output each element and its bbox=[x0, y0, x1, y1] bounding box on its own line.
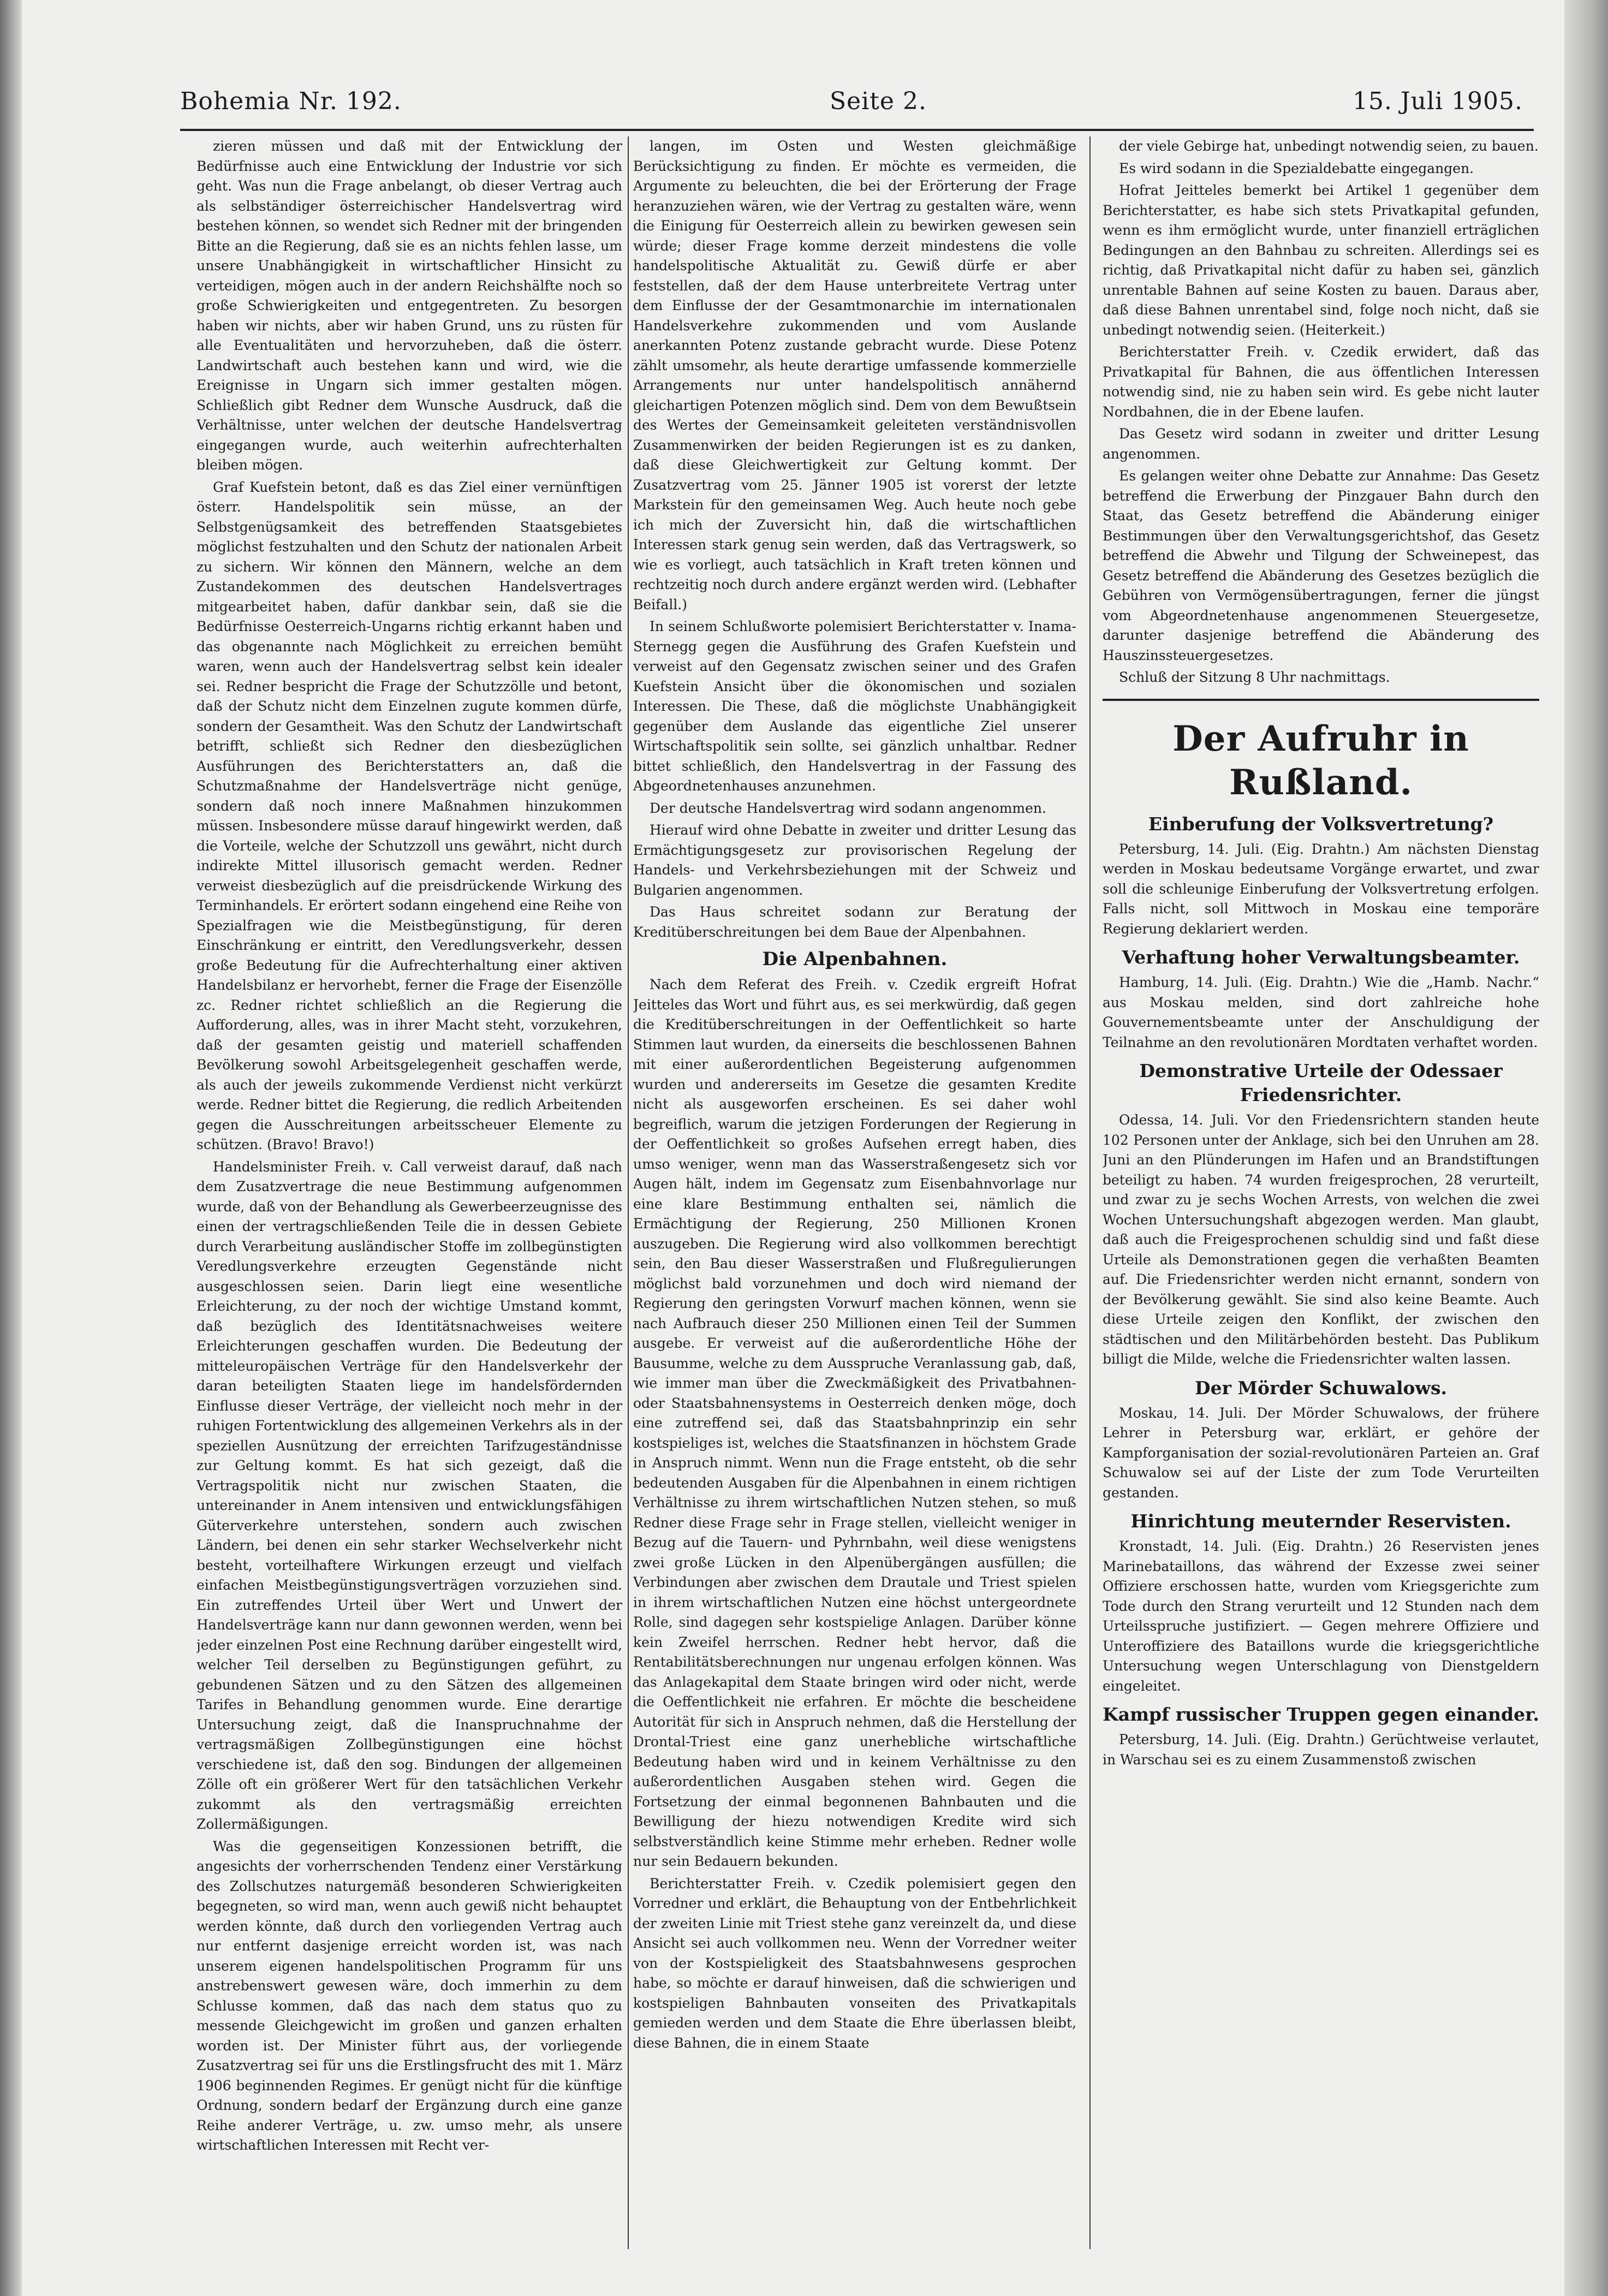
column-1 bbox=[196, 136, 622, 2255]
article-paragraph: zieren müssen und daß mit der Entwicklung der Bedürfnisse auch eine Entwicklung der Industrie vor sich geht. Was nun die Frage anbelangt, ob dieser Vertrag auch als selbständiger österreichischer Handelsvertrag wird bestehen können, so wendet sich Redner mit der bringenden Bitte an die Regierung, daß sie es an nichts fehlen lasse, um unsere Unabhängigkeit in wirtschaftlicher Hinsicht zu verteidigen, mögen auch in der andern Reichshälfte noch so große Schwierigkeiten und entgegentreten. Zu besorgen haben wir nichts, aber wir haben Grund, uns zu rüsten für alle Eventualitäten und hervorzuheben, daß die österr. Landwirtschaft auch bestehen kann und wird, wie die Ereignisse in Ungarn sich immer gestalten mögen. Schließlich gibt Redner dem Wunsche Ausdruck, daß die Verhältnisse, unter welchen der deutsche Handelsvertrag eingegangen wurde, auch weiterhin aufrechterhalten bleiben mögen. bbox=[196, 138, 622, 473]
column-divider bbox=[628, 136, 629, 2249]
subheading: Demonstrative Urteile der Odessaer Friedensrichter. bbox=[1139, 1060, 1503, 1105]
article-paragraph: Schluß der Sitzung 8 Uhr nachmittags. bbox=[1119, 669, 1390, 685]
header-issue: Bohemia Nr. 192. bbox=[180, 87, 402, 115]
article-paragraph: Handelsminister Freih. v. Call verweist darauf, daß nach dem Zusatzvertrage die neue Bestimmung aufgenommen wurde, daß von der Behandlung als Gewerbeerzeugnisse des einen der vertragschließenden Teile die in dessen Gebiete durch Verarbeitung ausländischer Stoffe im zollbegünstigten Veredlungsverkehre erzeugten Gegenstände nicht ausgeschlossen seien. Darin liegt eine wesentliche Erleichterung, zu der noch der wichtige Umstand kommt, daß bezüglich des Identitätsnachweises weitere Erleichterungen geschaffen wurden. Die Bedeutung der mitteleuropäischen Verträge für den Handelsverkehr der daran beteiligten Staaten liege im handelsfördernden Einflusse dieser Verträge, der vielleicht noch mehr in der ruhigen Fortentwicklung des allgemeinen Verkehrs als in der speziellen Ausnützung der erreichten Tarifzugeständnisse zur Geltung kommt. Es hat sich gezeigt, daß die Vertragspolitik nicht nur zwischen Staaten, die untereinander in Anem intensiven und entwicklungsfähigen Güterverkehre unterstehen, sondern auch zwischen Ländern, bei denen ein sehr starker Wechselverkehr nicht besteht, vorteilhaftere Wirkungen erzeugt und vielfach einfachen Meistbegünstigungsverträgen vorzuziehen sind. Ein zutreffendes Urteil über Wert und Unwert der Handelsverträge kann nur dann gewonnen werden, wenn bei jeder einzelnen Post eine Rechnung darüber eingestellt wird, welcher Teil derselben zu Begünstigungen geführt, zu gebundenen Sätzen und zu den Sätzen des allgemeinen Tarifes in Behandlung genommen wurde. Eine derartige Untersuchung zeigt, daß die Inanspruchnahme der vertragsmäßigen Zollbegünstigungen eine höchst verschiedene ist, daß den sog. Bindungen der allgemeinen Zölle oft ein größerer Wert für den tatsächlichen Verkehr zukommt als den vertragsmäßig erreichten Zollermäßigungen. bbox=[196, 1158, 622, 1832]
article-paragraph: Berichterstatter Freih. v. Czedik erwidert, daß das Privatkapital für Bahnen, die aus öffentlichen Interessen notwendig sind, nie zu haben sein wird. Es gebe nicht lauter Nordbahnen, die in der Ebene laufen. bbox=[1103, 344, 1539, 420]
article-paragraph: Graf Kuefstein betont, daß es das Ziel einer vernünftigen österr. Handelspolitik sein müsse, an der Selbstgenügsamkeit des betreffenden Staatsgebietes möglichst festzuhalten und den Schutz der nationalen Arbeit zu sichern. Wir können den Männern, welche an dem Zustandekommen des deutschen Handelsvertrages mitgearbeitet haben, dafür dankbar sein, daß sie die Bedürfnisse Oesterreich-Ungarns richtig erkannt haben und das obgenannte nach Möglichkeit zu erreichen bemüht waren, wenn auch der Handelsvertrag selbst kein idealer sei. Redner bespricht die Frage der Schutzzölle und betont, daß der Schutz nicht dem Einzelnen zugute kommen dürfe, sondern der Gesamtheit. Was den Schutz der Landwirtschaft betrifft, schließt sich Redner den diesbezüglichen Ausführungen des Berichterstatters an, daß die Schutzmaßnahme der Handelsverträge nicht genüge, sondern daß noch innere Maßnahmen hinzukommen müssen. Insbesondere müsse darauf hingewirkt werden, daß die Vorteile, welche der Schutzzoll uns gewährt, nicht durch indirekte Mittel illusorisch gemacht werden. Redner verweist diesbezüglich auf die preisdrückende Wirkung des Terminhandels. Er erörtert sodann eingehend eine Reihe von Spezialfragen wie die Meistbegünstigung, für deren Einschränkung er eintritt, den Veredlungsverkehr, dessen große Bedeutung für die Aufrechterhaltung einer aktiven Handelsbilanz er hervorhebt, ferner die Frage der Eisenzölle zc. Redner richtet schließlich an die Regierung die Aufforderung, alles, was in ihrer Macht steht, vorzukehren, daß der gesamten geistig und materiell schaffenden Bevölkerung sowohl Arbeitsgelegenheit geschaffen werde, als auch der jeweils zukommende Verdienst nicht verkürzt werde. Redner bittet die Regierung, die redlich Arbeitenden gegen die Ausschreitungen arbeitsscheuer Elemente zu schützen. (Bravo! Bravo!) bbox=[196, 479, 622, 1152]
headline-russia: Der Aufruhr in Rußland. bbox=[1172, 718, 1469, 803]
subheading: Kampf russischer Truppen gegen einander. bbox=[1103, 1704, 1539, 1725]
article-paragraph: Hierauf wird ohne Debatte in zweiter und dritter Lesung das Ermächtigungsgesetz zur provisorischen Regelung der Handels- und Verkehrsbeziehungen mit der Schweiz und Bulgarien angenommen. bbox=[633, 822, 1076, 898]
article-paragraph: Es wird sodann in die Spezialdebatte eingegangen. bbox=[1119, 160, 1474, 176]
article-paragraph: Was die gegenseitigen Konzessionen betrifft, die angesichts der vorherrschenden Tendenz einer Verstärkung des Zollschutzes naturgemäß besonderen Schwierigkeiten begegneten, so wird man, wenn auch gewiß nicht behauptet werden könnte, daß durch den vorliegenden Vertrag auch nur entfernt dasjenige erreicht worden ist, was nach unserem eigenen handelspolitischen Programm für uns anstrebenswert gewesen wäre, doch immerhin zu dem Schlusse kommen, daß das nach dem status quo zu messende Gleichgewicht im großen und ganzen erhalten worden ist. Der Minister führt aus, der vorliegende Zusatzvertrag sei für uns die Erstlingsfrucht des mit 1. März 1906 beginnenden Regimes. Er genügt nicht für die künftige Ordnung, sondern bedarf der Ergänzung durch eine ganze Reihe anderer Verträge, u. zw. umso mehr, als unsere wirtschaftlichen Interessen mit Recht ver- bbox=[196, 1838, 622, 2153]
news-item: Moskau, 14. Juli. Der Mörder Schuwalows, der frühere Lehrer in Petersburg war, erklärt, er gehöre der Kampforganisation der sozial-revolutionären Parteien an. Graf Schuwalow sei auf der Liste der zum Tode Verurteilten gestanden. bbox=[1103, 1405, 1539, 1501]
news-item: Odessa, 14. Juli. Vor den Friedensrichtern standen heute 102 Personen unter der Anklage, sich bei den Unruhen am 28. Juni an den Plünderungen im Hafen und an Brandstiftungen beteiligt zu haben. 74 wurden freigesprochen, 28 verurteilt, und zwar zu je sechs Wochen Arrests, von welchen die zwei Wochen Untersuchungshaft abgezogen werden. Man glaubt, daß auch die Freigesprochenen schuldig sind und faßt diese Urteile als Demonstrationen gegen die verhaßten Beamten auf. Die Friedensrichter werden nicht ernannt, sondern von der Bevölkerung gewählt. Sie sind also keine Beamte. Auch diese Urteile zeigen den Konflikt, der zwischen den städtischen und den Militärbehörden besteht. Das Publikum billigt die Milde, welche die Friedensrichter walten lassen. bbox=[1103, 1112, 1539, 1367]
article-paragraph: Das Gesetz wird sodann in zweiter und dritter Lesung angenommen. bbox=[1103, 426, 1539, 462]
subheading: Hinrichtung meuternder Reservisten. bbox=[1130, 1510, 1511, 1532]
article-paragraph: der viele Gebirge hat, unbedingt notwendig seien, zu bauen. bbox=[1119, 138, 1539, 154]
scan-edge bbox=[1564, 0, 1608, 2296]
article-paragraph: Der deutsche Handelsvertrag wird sodann angenommen. bbox=[650, 800, 1046, 816]
subheading: Der Mörder Schuwalows. bbox=[1194, 1377, 1448, 1399]
header-page-number: Seite 2. bbox=[830, 87, 927, 115]
news-item: Petersburg, 14. Juli. (Eig. Drahtn.) Gerüchtweise verlautet, in Warschau sei es zu einem Zusammenstoß zwischen bbox=[1103, 1732, 1539, 1768]
header-date: 15. Juli 1905. bbox=[1352, 87, 1523, 115]
header-rule bbox=[180, 129, 1534, 131]
article-paragraph: langen, im Osten und Westen gleichmäßige Berücksichtigung zu finden. Er möchte es vermeiden, die Argumente zu beleuchten, die bei der Erörterung der Frage heranzuziehen wären, wie der Vertrag zu gestalten wäre, wenn die Einigung für Oesterreich allein zu bewirken gewesen sein würde; dieser Frage komme derzeit mindestens die volle handelspolitische Aktualität zu. Gewiß dürfe er aber feststellen, daß der dem Hause unterbreitete Vertrag unter dem Einflusse der der Gesamtmonarchie im internationalen Handelsverkehre zukommenden und vom Auslande anerkannten Potenz zustande gebracht wurde. Diese Potenz zählt umsomehr, als heute derartige umfassende kommerzielle Arrangements nur unter handelspolitisch annähernd gleichartigen Potenzen möglich sind. Dem von dem Bewußtsein des Wertes der Gemeinsamkeit geleiteten verständnisvollen Zusammenwirken der beiden Regierungen ist es zu danken, daß diese Gleichwertigkeit zur Geltung kommt. Der Zusatzvertrag vom 25. Jänner 1905 ist vorerst der letzte Markstein für den gemeinsamen Weg. Auch heute noch gebe ich mich der Zuversicht hin, daß die wirtschaftlichen Interessen stark genug sein werden, daß das Vertragswerk, so wie es vorliegt, auch tatsächlich in Kraft treten können und rechtzeitig noch durch andere ergänzt werden wird. (Lebhafter Beifall.) bbox=[633, 138, 1076, 612]
column-2 bbox=[633, 136, 1076, 2255]
subheading: Verhaftung hoher Verwaltungsbeamter. bbox=[1122, 947, 1520, 968]
article-paragraph: Hofrat Jeitteles bemerkt bei Artikel 1 gegenüber dem Berichterstatter, es habe sich stets Privatkapital gefunden, wenn es ihm ermöglicht wurde, unter finanziell erträglichen Bedingungen an den Bahnbau zu schreiten. Allerdings sei es richtig, daß Privatkapital nicht dafür zu haben sei, gänzlich unrentable Bahnen auf seine Kosten zu bauen. Daraus aber, daß diese Bahnen unrentabel sind, folge noch nicht, daß sie unbedingt notwendig seien. (Heiterkeit.) bbox=[1103, 182, 1539, 338]
page-header bbox=[180, 82, 1523, 126]
article-paragraph: Nach dem Referat des Freih. v. Czedik ergreift Hofrat Jeitteles das Wort und führt aus, es sei merkwürdig, daß gegen die Kreditüberschreitungen in der Oeffentlichkeit so harte Stimmen laut wurden, da einerseits die beschlossenen Bahnen mit einer außerordentlichen Begeisterung aufgenommen wurden und andererseits im Gesetze die gesamten Kredite nicht als ausgeworfen erscheinen. Es sei daher wohl begreiflich, warum die jetzigen Forderungen der Regierung in der Oeffentlichkeit so großes Aufsehen erregt haben, dies umso weniger, wenn man das Wasserstraßengesetz sich vor Augen hält, indem im Gegensatz zum Eisenbahnvorlage nur eine klare Bestimmung enthalten sei, nämlich die Ermächtigung der Regierung, 250 Millionen Kronen auszugeben. Die Regierung wird also vollkommen berechtigt sein, den Bau dieser Wasserstraßen und Flußregulierungen möglichst bald vorzunehmen und doch wird niemand der Regierung den geringsten Vorwurf machen können, wenn sie nach Aufbrauch dieser 250 Millionen einen Teil der Summen ausgebe. Er verweist auf die außerordentliche Höhe der Bausumme, welche zu dem Ausspruche Veranlassung gab, daß, wie immer man über die Zweckmäßigkeit des Privatbahnen- oder Staatsbahnensystems in Oesterreich denken möge, doch eine zutreffend sei, daß das Staatsbahnprinzip ein sehr kostspieliges ist, welches die Staatsfinanzen in höchstem Grade in Anspruch nimmt. Wenn nun die Frage entsteht, ob die sehr bedeutenden Ausgaben für die Alpenbahnen in einem richtigen Verhältnisse zu ihrem wirtschaftlichen Nutzen stehen, so muß Redner diese Frage sehr in Frage stellen, vielleicht weniger in Bezug auf die Tauern- und Pyhrnbahn, weil diese wenigstens zwei große Lücken in den Alpenübergängen ausfüllen; die Verbindungen aber zwischen dem Drautale und Triest spielen in ihrem wirtschaftlichen Nutzen eine höchst untergeordnete Rolle, sind dagegen sehr kostspielige Anlagen. Darüber könne kein Zweifel herrschen. Redner hebt hervor, daß die Rentabilitätsberechnungen nur ungenau erfolgen können. Was das Anlagekapital dem Staate bringen wird oder nicht, werde die Oeffentlichkeit nie erfahren. Er möchte die bescheidene Autorität für sich in Anspruch nehmen, daß die Herstellung der Drontal-Triest eine ganz unerhebliche wirtschaftliche Bedeutung haben wird und in keinem Verhältnisse zu den außerordentlichen Ausgaben stehen wird. Gegen die Fortsetzung der einmal begonnenen Bahnbauten und die Bewilligung der hiezu notwendigen Kredite wird sich selbstverständlich keine Stimme mehr erheben. Redner wolle nur sein Bedauern bekunden. bbox=[633, 977, 1076, 1869]
news-item: Kronstadt, 14. Juli. (Eig. Drahtn.) 26 Reservisten jenes Marinebataillons, das während der Exzesse zwei seiner Offiziere erschossen hatte, wurden vom Kriegsgerichte zum Tode durch den Strang verurteilt und 12 Stunden nach dem Urteilsspruche justifiziert. — Gegen mehrere Offiziere und Unteroffiziere des Bataillons wurde die kriegsgerichtliche Untersuchung wegen Unterschlagung von Dienstgeldern eingeleitet. bbox=[1103, 1538, 1539, 1694]
binding-edge bbox=[0, 0, 22, 2296]
column-divider bbox=[1089, 136, 1091, 2249]
article-paragraph: Berichterstatter Freih. v. Czedik polemisiert gegen den Vorredner und erklärt, die Behauptung von der Entbehrlichkeit der zweiten Linie mit Triest stehe ganz vereinzelt da, und diese Ansicht sei auch vollkommen neu. Wenn der Vorredner weiter von der Kostspieligkeit des Staatsbahnwesens gesprochen habe, so möchte er darauf hinweisen, daß die schwierigen und kostspieligen Bahnbauten vonseiten des Privatkapitals gemieden werden und dem Staate die Ehre überlassen bleibt, diese Bahnen, die in einem Staate bbox=[633, 1875, 1076, 2051]
section-heading-alpenbahnen: Die Alpenbahnen. bbox=[762, 948, 948, 970]
column-3 bbox=[1103, 136, 1539, 2255]
section-rule bbox=[1103, 699, 1539, 701]
news-item: Petersburg, 14. Juli. (Eig. Drahtn.) Am nächsten Dienstag werden in Moskau bedeutsame Vorgänge erwartet, und zwar soll die schleunige Einberufung der Volksvertretung erfolgen. Falls nicht, soll Mittwoch in Moskau eine temporäre Regierung deklariert werden. bbox=[1103, 841, 1539, 937]
article-paragraph: Es gelangen weiter ohne Debatte zur Annahme: Das Gesetz betreffend die Erwerbung der Pinzgauer Bahn durch den Staat, das Gesetz betreffend die Abänderung einiger Bestimmungen über den Verwaltungsgerichtshof, das Gesetz betreffend die Abwehr und Tilgung der Schweinepest, das Gesetz betreffend die Abänderung des Gesetzes bezüglich die Gebühren von Vermögensübertragungen, ferner die jüngst vom Abgeordnetenhause angenommenen Steuergesetze, darunter dasjenige betreffend die Abänderung des Hauszinssteuergesetzes. bbox=[1103, 468, 1539, 663]
article-paragraph: Das Haus schreitet sodann zur Beratung der Kreditüberschreitungen bei dem Baue der Alpenbahnen. bbox=[633, 904, 1076, 940]
subheading: Einberufung der Volksvertretung? bbox=[1148, 813, 1494, 835]
article-paragraph: In seinem Schlußworte polemisiert Berichterstatter v. Inama-Sternegg gegen die Ausführung des Grafen Kuefstein und verweist auf den Gegensatz zwischen seiner und des Grafen Kuefstein Ansicht über die ökonomischen und sozialen Interessen. Die These, daß die möglichste Unabhängigkeit gegenüber dem Auslande das eigentliche Ziel unserer Wirtschaftspolitik sein sollte, sei gänzlich unhaltbar. Redner bittet schließlich, den Handelsvertrag in der Fassung des Abgeordnetenhauses anzunehmen. bbox=[633, 618, 1076, 794]
news-item: Hamburg, 14. Juli. (Eig. Drahtn.) Wie die „Hamb. Nachr.“ aus Moskau melden, sind dort zahlreiche hohe Gouvernementsbeamte unter der Anschuldigung der Teilnahme an den revolutionären Mordtaten verhaftet worden. bbox=[1103, 974, 1539, 1050]
